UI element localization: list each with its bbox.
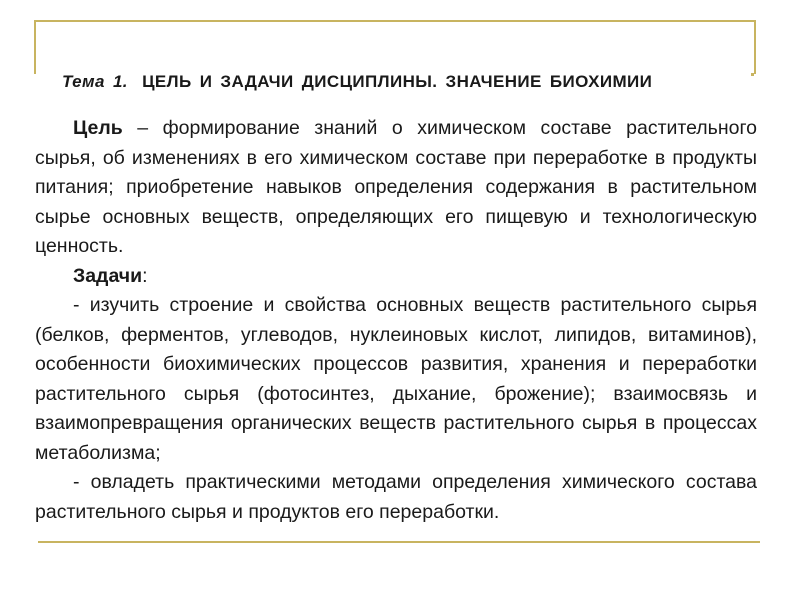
title-prefix: Тема 1. — [62, 72, 128, 91]
goal-text: – формирование знаний о химическом составе растительного сырья, об изменениях в его химическом составе при переработке в продукты питания; приобретение навыков определения содержания в растительном сырье основных веществ, определяющих его пищевую и технологическую ценность. — [35, 117, 757, 257]
goal-paragraph — [35, 114, 757, 262]
tasks-colon: : — [142, 264, 148, 287]
task-item-2: - овладеть практическими методами определения химического состава растительного сырья и продуктов его переработки. — [35, 471, 757, 523]
frame-top-line — [34, 20, 756, 22]
tasks-heading — [35, 262, 757, 292]
slide-title — [62, 72, 752, 92]
frame-right-line — [754, 20, 756, 74]
task-item-1: - изучить строение и свойства основных веществ растительного сырья (белков, ферментов, углеводов, нуклеиновых кислот, липидов, витаминов), особенности биохимических процессов развития, хранения и переработки растительного сырья (фотосинтез, дыхание, брожение); взаимосвязь и взаимопревращения органических веществ растительного сырья в процессах метаболизма; — [35, 294, 757, 464]
title-main: ЦЕЛЬ И ЗАДАЧИ ДИСЦИПЛИНЫ. ЗНАЧЕНИЕ БИОХИМИИ — [142, 72, 653, 91]
goal-label: Цель — [73, 117, 123, 139]
slide-content — [35, 114, 757, 527]
frame-bottom-line — [38, 541, 760, 543]
tasks-label: Задачи — [73, 264, 143, 287]
frame-left-line — [34, 20, 36, 74]
